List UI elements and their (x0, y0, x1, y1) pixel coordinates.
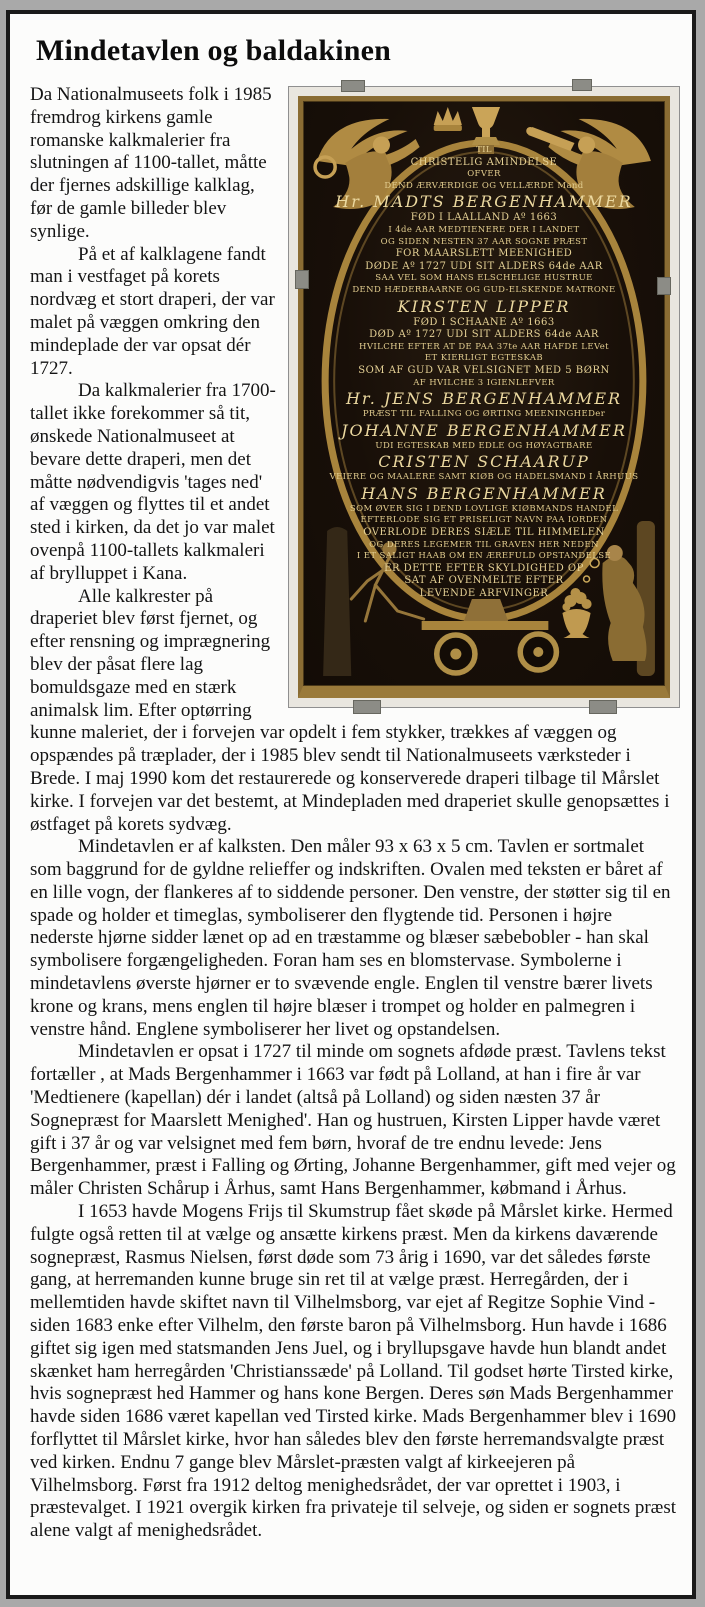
plaque-inscription-line: UDI EGTESKAB MED EDLE OG HØYAGTBARE (375, 440, 593, 451)
plaque-inscription-line: I 4de AAR MEDTIENERE DER I LANDET (388, 224, 580, 235)
plaque-inscription-line: DØDE Aº 1727 UDI SIT ALDERS 64de AAR (365, 260, 603, 272)
plaque-inscription-line: CRISTEN SCHAARUP (378, 452, 590, 472)
plaque-inscription-line: Hr. JENS BERGENHAMMER (345, 389, 623, 409)
mounting-clip (295, 270, 309, 289)
plaque-inscription-line: PRÆST TIL FALLING OG ØRTING MEENINGHEDer (362, 409, 606, 420)
plaque-inscription-line: DØD Aº 1727 UDI SIT ALDERS 64de AAR (369, 329, 599, 341)
plaque-inscription-line: EFTERLODE SIG ET PRISELIGT NAVN PAA IORDEN (360, 515, 608, 526)
article-paragraph: Alle kalkrester på draperiet blev først fjernet, og efter rensning og imprægnering blev der påsat flere lag bomuldsgaze med en stærk animalsk lim. Efter optørring kunne maleriet, der i forvejen var opdelt i fem stykker, trækkes af væggen og opspændes på træplader, der i 1985 blev sendt til Nationalmuseets værksteder i Brede. I maj 1990 kom det restaurerede og konserverede draperi tilbage til Mårslet kirke. I forvejen var det bestemt, at Mindepladen med draperiet skulle genopsættes i østfaget på korets sydvæg. (30, 585, 670, 835)
plaque-inscription-line: CHRISTELIG AMINDELSE (410, 156, 558, 168)
article-paragraph: På et af kalklagene fandt man i vestfaget på korets nordvæg et stort draperi, der var malet på væggen omkring den mindeplade der var opsat dér 1727. (30, 243, 275, 379)
mounting-clip (341, 80, 365, 92)
plaque-inscription-line: KIRSTEN LIPPER (397, 296, 571, 316)
plaque-inscription-line: TIL (476, 145, 492, 155)
plaque-inscription-line: SOM AF GUD VAR VELSIGNET MED 5 BØRN (358, 364, 610, 376)
article-paragraph: Da Nationalmuseets folk i 1985 fremdrog kirkens gamle romanske kalkmalerier fra slutningen af 1100-tallet, måtte der fjernes adskillige kalklag, før de gamle billeder blev synlige. (30, 84, 272, 242)
article-paragraph: I 1653 havde Mogens Frijs til Skumstrup fået skøde på Mårslet kirke. Hermed fulgte også retten til at vælge og ansætte kirkens præst. Men da kirkens daværende sognepræst, Rasmus Nielsen, først døde som 73 årig i 1690, var det således første gang, at herremanden kunne bruge sin ret til at vælge præst. Herregården, der i mellemtiden havde skiftet navn til Vilhelmsborg, var ejet af Regitze Sophie Vind - siden 1683 enke efter Vilhelm, den første baron på Vilhelmsborg. Hun havde i 1686 giftet sig igen med statsmanden Jens Juel, og i bryllupsgave havde hun blandt andet skænket ham herregården 'Christianssæde' på Lolland. Til godset hørte Tirsted kirke, hvis sognepræst hed Hammer og hans kone Bergen. Deres søn Mads Bergenhammer havde siden 1686 været kapellan ved Tirsted kirke. Mads Bergenhammer blev i 1690 forflyttet til Mårslet kirke, hvor han således blev den første herremandsvalgte præst ved kirken. Endnu 7 gange blev Mårslet-præsten valgt af kirkeejeren på Vilhelmsborg. Først fra 1912 deltog menighedsrådet, der var oprettet i 1903, i præstevalget. I 1921 overgik kirken fra privateje til selveje, og siden er sognets præst alene valgt af menighedsrådet. (30, 1201, 677, 1542)
plaque-inscription-line: ET KIERLIGT EGTESKAB (424, 353, 544, 364)
plaque-inscription-line: OG DERES LEGEMER TIL GRAVEN HER NEDEN (369, 539, 599, 550)
plaque-inscription-line: HANS BERGENHAMMER (361, 483, 607, 503)
plaque-inscription-line: I ET SALIGT HAAB OM EN ÆREFULD OPSTANDELSE (356, 551, 612, 562)
plaque-inscription-line: FOR MAARSLETT MEENIGHED (395, 248, 573, 260)
page-title: Mindetavlen og baldakinen (36, 34, 392, 67)
article-body (30, 84, 680, 1543)
plaque-inscription-line: HVILCHE EFTER AT DE PAA 37te AAR HAFDE LEVet (359, 341, 609, 352)
plaque-inscription-line: Hr. MADTS BERGENHAMMER (335, 192, 633, 212)
plaque-inscription (315, 145, 653, 601)
plaque-inscription-line: JOHANNE BERGENHAMMER (341, 420, 627, 440)
page-content (10, 14, 692, 1543)
plaque-inscription-line: OVERLODE DERES SIÆLE TIL HIMMELEN (363, 527, 605, 539)
plaque-photo (288, 86, 680, 708)
mounting-clip (657, 277, 671, 295)
mounting-clip (589, 700, 617, 714)
plaque-inscription-line: SAT AF OVENMELTE EFTER (404, 575, 564, 587)
mounting-clip (353, 700, 381, 714)
article-paragraph: Mindetavlen er af kalksten. Den måler 93 x 63 x 5 cm. Tavlen er sortmalet som baggrund for de gyldne relieffer og indskriften. Ovalen med teksten er båret af en lille vogn, der flankeres af to siddende personer. Den venstre, der støtter sig til en spade og holder et timeglas, symboliserer den flygtende tid. Personen i højre nederste hjørne sidder lænet op ad en træstamme og blæser sæbebobler - han skal symbolisere forgængeligheden. Foran ham ses en blomstervase. Symbolerne i mindetavlens øverste hjørner er to svævende engle. Englen til venstre bærer livets krone og krans, mens englen til højre blæser i trompet og holder en palmegren i venstre hånd. Englene symboliserer her livet og opstandelsen. (30, 836, 671, 1040)
plaque-inscription-line: OG SIDEN NESTEN 37 AAR SOGNE PRÆST (380, 236, 588, 247)
plaque-inscription-line: SOM ØVER SIG I DEND LOVLIGE KIØBMANDS HANDEL (349, 503, 619, 514)
plaque (298, 96, 670, 698)
plaque-inscription-line: FØD I SCHAANE Aº 1663 (413, 316, 555, 328)
plaque-inscription-line: OFVER (467, 169, 501, 180)
plaque-inscription-line: VEIERE OG MAALERE SAMT KIØB OG HADELSMAND I ÅRHUUS (329, 472, 639, 483)
crown-icon (434, 107, 462, 131)
plaque-inscription-line: ER DETTE EFTER SKYLDIGHED OP (384, 562, 584, 574)
plaque-inscription-line: LEVENDE ARFVINGER (419, 588, 549, 600)
article-paragraph: Da kalkmalerier fra 1700-tallet ikke forekommer så tit, ønskede Nationalmuseet at bevare dette draperi, men det måtte nødvendigvis 'tages ned' af væggen og flyttes til et andet sted i kirken, da det jo var malet ovenpå 1100-tallets kalkmaleri af brylluppet i Kana. (30, 380, 276, 584)
plaque-inscription-line: DEND HÆDERBAARNE OG GUD-ELSKENDE MATRONE (352, 284, 616, 295)
plaque-inscription-line: DEND ÆRVÆRDIGE OG VELLÆRDE Mand (384, 180, 584, 191)
mounting-clip (572, 79, 592, 91)
article-paragraph: Mindetavlen er opsat i 1727 til minde om sognets afdøde præst. Tavlens tekst fortæller , at Mads Bergenhammer i 1663 var født på Lolland, at han i fire år var 'Medtienere (kapellan) dér i landet (altså på Lolland) og siden næsten 37 år Sognepræst for Maarslett Menighed'. Han og hustruen, Kirsten Lipper havde været gift i 37 år og var velsignet med fem børn, hvoraf de tre endnu levede: Jens Bergenhammer, præst i Falling og Ørting, Johanne Bergenhammer, gift med vejer og måler Christen Schårup i Århus, samt Hans Bergenhammer, købmand i Århus. (30, 1041, 676, 1200)
page-frame (6, 10, 696, 1599)
plaque-inscription-line: AF HVILCHE 3 IGIENLEFVER (413, 377, 555, 388)
plaque-inscription-line: SAA VEL SOM HANS ELSCHELIGE HUSTRUE (375, 273, 593, 284)
plaque-inscription-line: FØD I LAALLAND Aº 1663 (410, 212, 558, 224)
